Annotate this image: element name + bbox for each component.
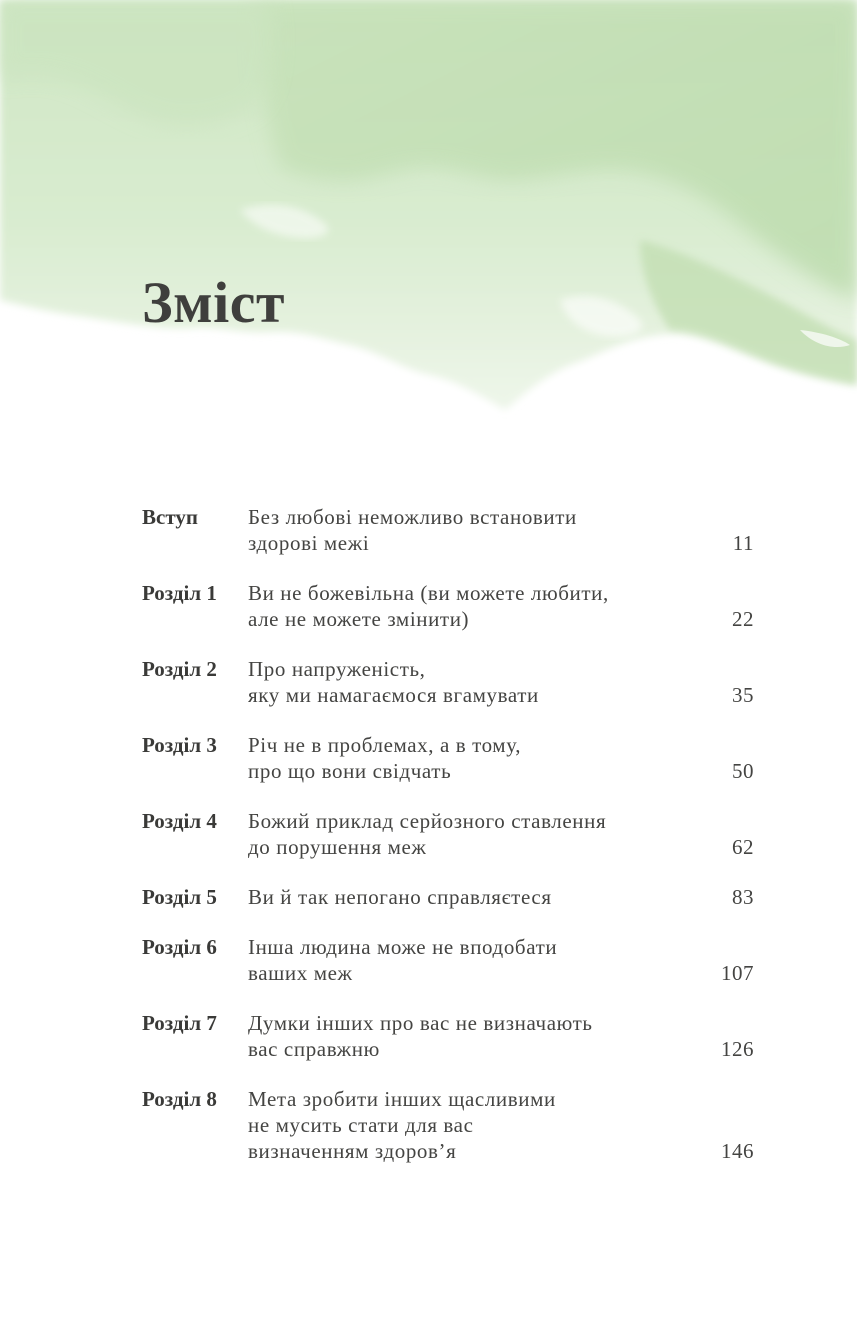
toc-entry-label: Розділ 6 xyxy=(142,935,217,959)
toc-title-line: Без любові неможливо встановити xyxy=(248,505,577,529)
toc-page-number: 62 xyxy=(732,835,754,859)
toc-entry-title xyxy=(248,1086,754,1164)
toc-entry-label: Розділ 3 xyxy=(142,733,217,757)
toc-title-line: Про напруженість, xyxy=(248,657,426,681)
toc-entry-title xyxy=(248,884,754,910)
toc-entry-chapter-3[interactable] xyxy=(142,732,754,784)
toc-page-number: 126 xyxy=(721,1037,754,1061)
toc-entry-title xyxy=(248,1010,754,1062)
toc-entry-label: Розділ 8 xyxy=(142,1087,217,1111)
toc-entry-chapter-2[interactable] xyxy=(142,656,754,708)
toc-entry-label: Розділ 4 xyxy=(142,809,217,833)
toc-page-number: 50 xyxy=(732,759,754,783)
toc-page-number: 107 xyxy=(721,961,754,985)
toc-entry-label: Розділ 1 xyxy=(142,581,217,605)
toc-page-number: 146 xyxy=(721,1139,754,1163)
toc-title-line: яку ми намагаємося вгамувати xyxy=(248,683,539,707)
toc-entry-label: Розділ 5 xyxy=(142,885,217,909)
toc-title-line: здорові межі xyxy=(248,531,370,555)
toc-page-number: 35 xyxy=(732,683,754,707)
toc-title-line: про що вони свідчать xyxy=(248,759,452,783)
toc-title-line: визначенням здоров’я xyxy=(248,1139,457,1163)
toc-entry-title xyxy=(248,656,754,708)
toc-entry-title xyxy=(248,934,754,986)
toc-entry-chapter-8[interactable] xyxy=(142,1086,754,1164)
toc-title-line: Річ не в проблемах, а в тому, xyxy=(248,733,522,757)
toc-title-line: Думки інших про вас не визначають xyxy=(248,1011,593,1035)
toc-entry-chapter-4[interactable] xyxy=(142,808,754,860)
toc-title-line: ваших меж xyxy=(248,961,353,985)
toc-title-line: Ви не божевільна (ви можете любити, xyxy=(248,581,609,605)
toc-entry-chapter-6[interactable] xyxy=(142,934,754,986)
toc-entry-chapter-1[interactable] xyxy=(142,580,754,632)
toc-entry-title xyxy=(248,580,754,632)
toc-entry-chapter-7[interactable] xyxy=(142,1010,754,1062)
table-of-contents xyxy=(142,504,754,1188)
toc-title-line: Ви й так непогано справляєтеся xyxy=(248,885,552,909)
toc-entry-intro[interactable] xyxy=(142,504,754,556)
toc-entry-label: Вступ xyxy=(142,505,198,529)
toc-page-number: 83 xyxy=(732,885,754,909)
watercolor-wash-decoration xyxy=(0,0,857,460)
toc-title-line: Божий приклад серйозного ставлення xyxy=(248,809,607,833)
toc-entry-label: Розділ 2 xyxy=(142,657,217,681)
toc-title-line: Мета зробити інших щасливими xyxy=(248,1087,556,1111)
toc-title-line: Інша людина може не вподобати xyxy=(248,935,558,959)
toc-entry-label: Розділ 7 xyxy=(142,1011,217,1035)
toc-title-line: але не можете змінити) xyxy=(248,607,470,631)
toc-entry-title xyxy=(248,808,754,860)
toc-title-line: не мусить стати для вас xyxy=(248,1113,474,1137)
toc-page-number: 11 xyxy=(732,531,754,555)
toc-page-number: 22 xyxy=(732,607,754,631)
toc-entry-title xyxy=(248,504,754,556)
page-title: Зміст xyxy=(142,270,285,335)
toc-title-line: до порушення меж xyxy=(248,835,427,859)
toc-entry-chapter-5[interactable] xyxy=(142,884,754,910)
toc-title-line: вас справжню xyxy=(248,1037,380,1061)
toc-entry-title xyxy=(248,732,754,784)
